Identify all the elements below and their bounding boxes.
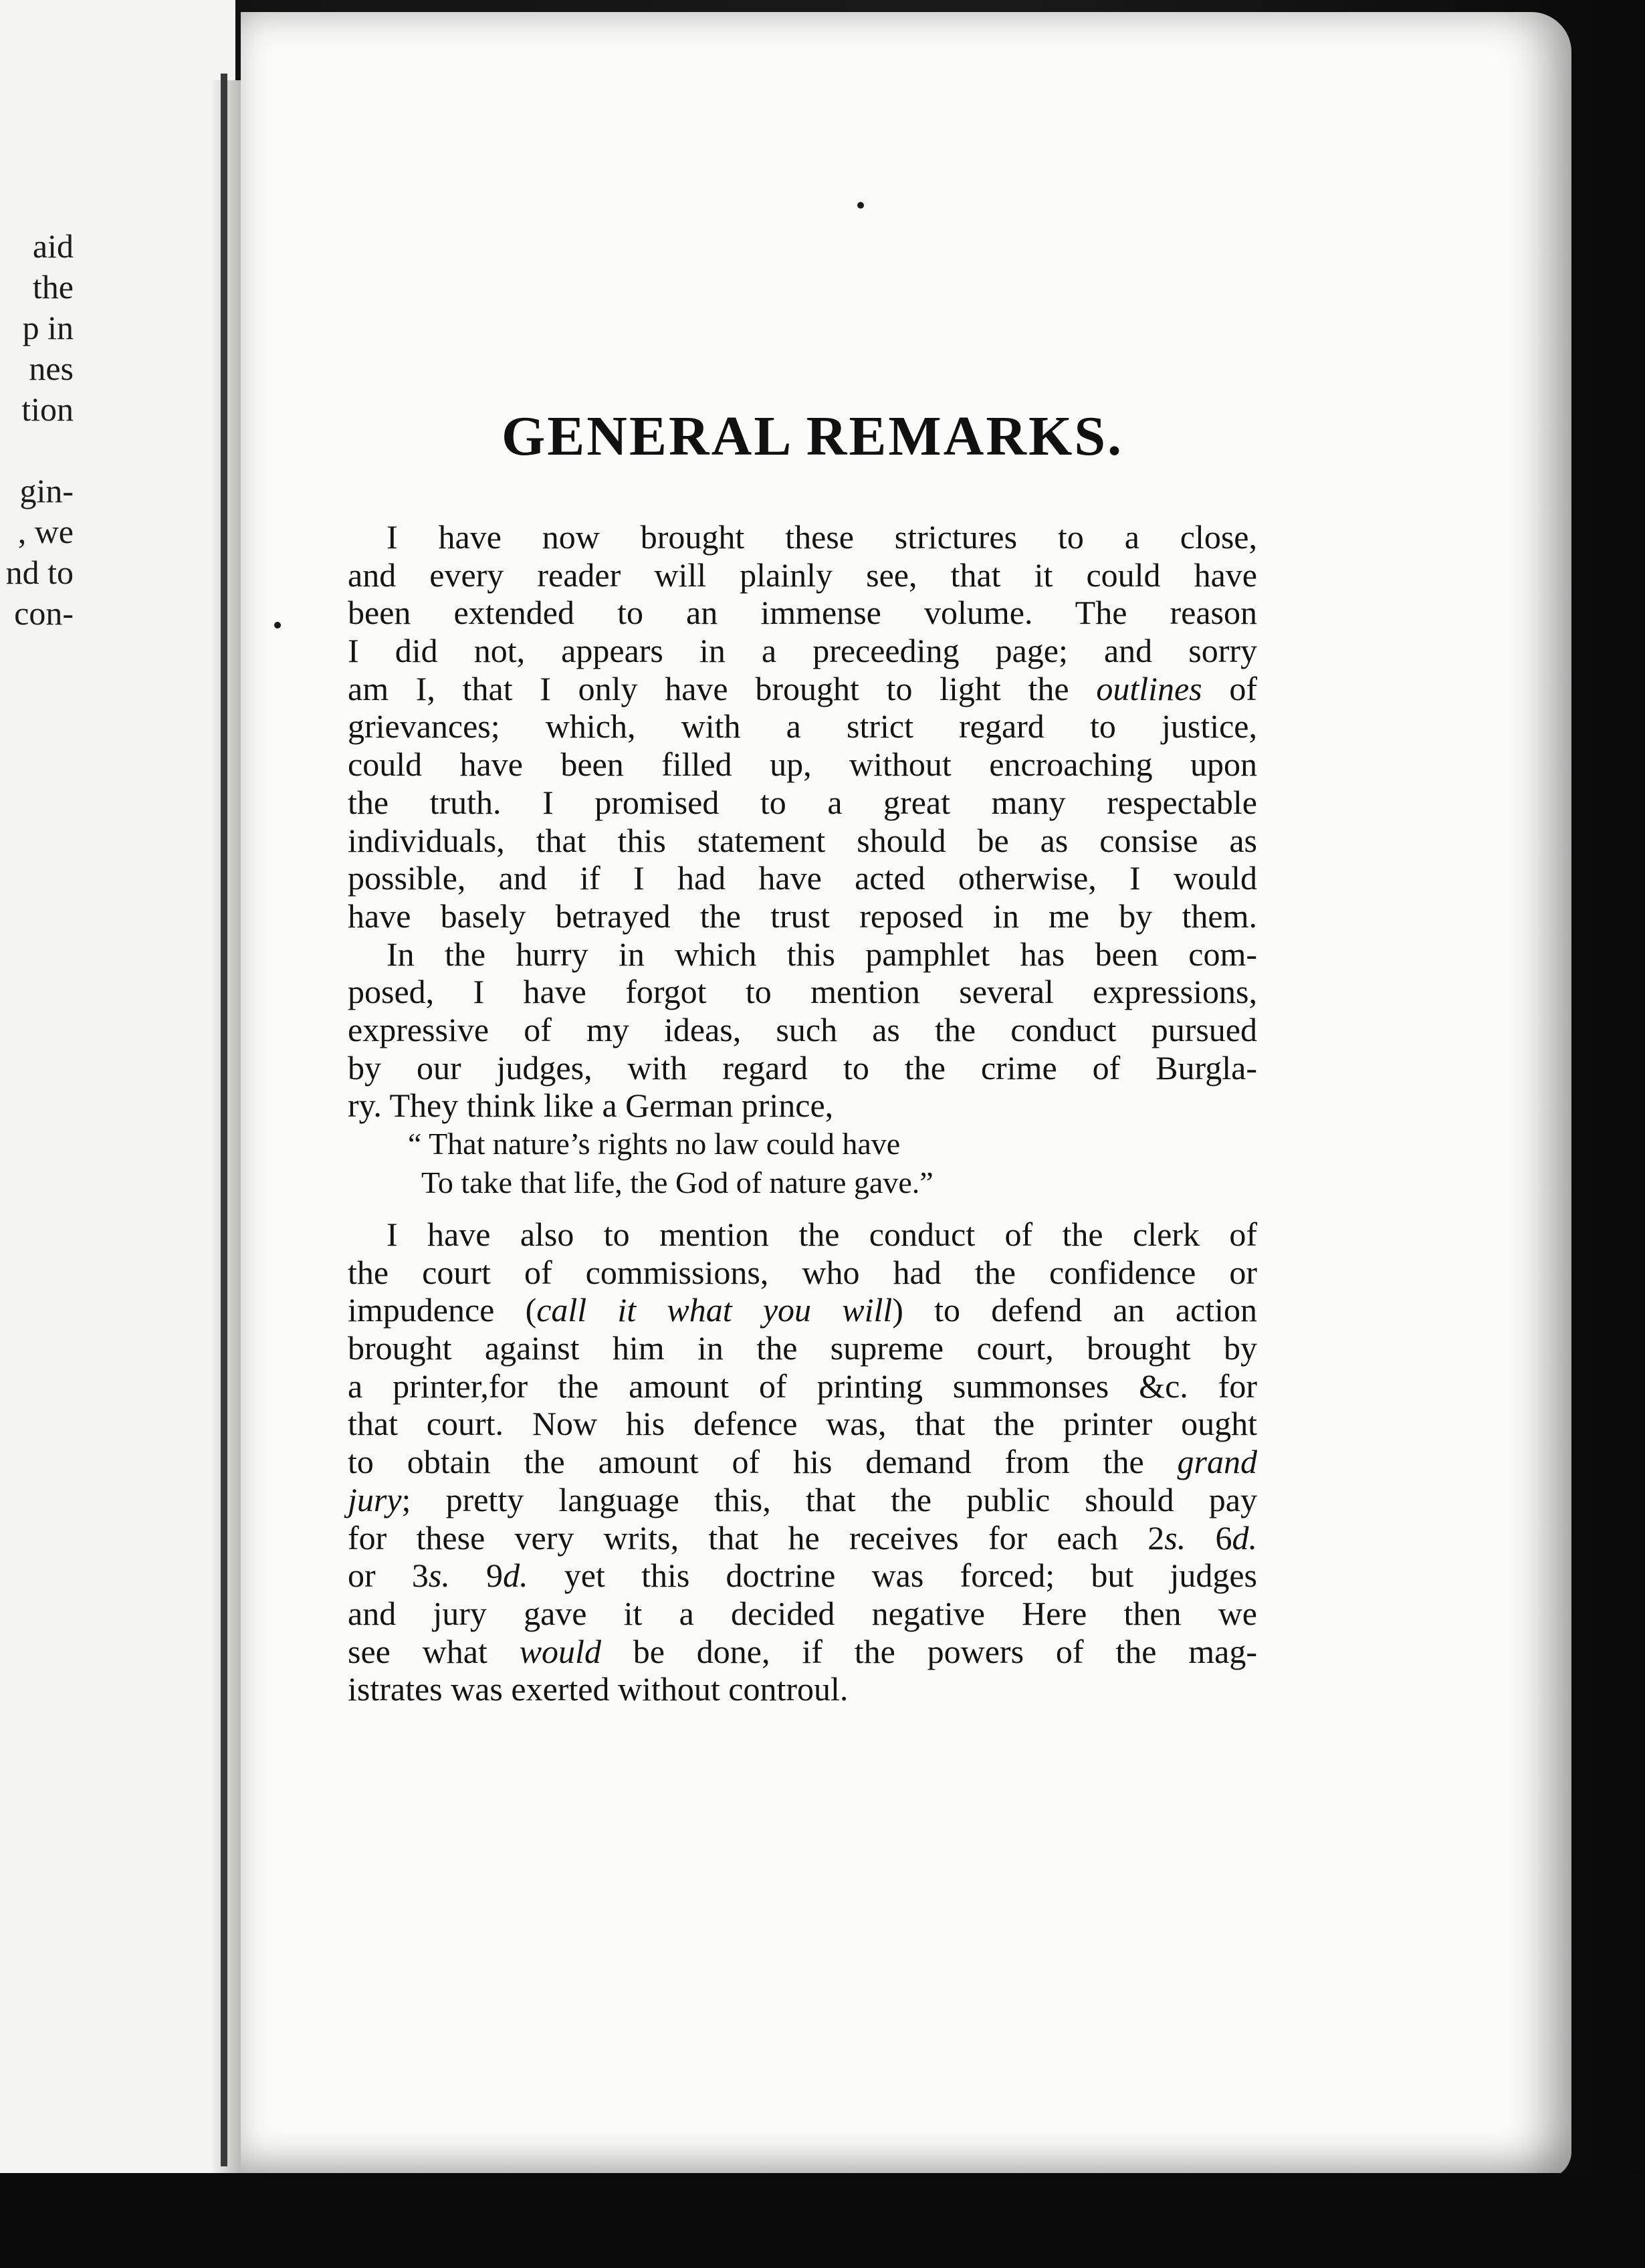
text-run: ) to defend an action [892,1291,1257,1329]
scan-bottom-edge [0,2173,1645,2268]
text-run: see what [348,1632,520,1670]
fragment-line [0,430,74,471]
text-run: yet this doctrine was forced; but judges [528,1557,1257,1595]
fragment-line: nes [29,350,74,387]
text-line [348,1443,1257,1481]
text-line [348,1291,1257,1329]
italic-run: s. [428,1557,450,1595]
text-line [348,1519,1257,1557]
italic-run: jury [348,1480,402,1518]
page-title: GENERAL REMARKS. [501,405,1124,468]
text-line [348,670,1257,708]
text-run: 6 [1186,1518,1232,1557]
text-run: ; pretty language this, that the public should pay [401,1480,1257,1518]
fragment-line: tion [21,390,74,428]
text-line: possible, and if I had have acted otherwise, I would [348,859,1257,897]
fragment-line: , we [17,513,74,550]
paragraph-2 [348,935,1257,1125]
verse-line: To take that life, the God of nature gave.” [421,1165,934,1200]
fragment-line: aid [32,227,74,265]
italic-run: would [519,1632,601,1670]
text-line: could have been filled up, without encroaching upon [348,746,1257,784]
fragment-line: the [32,268,74,306]
text-line: posed, I have forgot to mention several expressions, [348,973,1257,1011]
text-line: have basely betrayed the trust reposed in me by them. [348,897,1257,935]
text-line [348,1557,1257,1595]
text-run: for these very writs, that he receives for each 2 [348,1518,1165,1557]
verse-quote [348,1125,1257,1202]
text-run: of [1229,669,1257,707]
text-line: the truth. I promised to a great many respectable [348,783,1257,821]
fragment-line: gin- [19,472,74,509]
text-line: and every reader will plainly see, that it could have [348,556,1257,594]
paragraph-1 [348,518,1257,935]
fragment-line: p in [22,309,74,346]
text-line: In the hurry in which this pamphlet has been com- [387,935,1257,973]
text-run: or 3 [348,1557,429,1595]
fragment-line: con- [14,594,74,632]
text-line: individuals, that this statement should be as consise as [348,821,1257,859]
text-run: to obtain the amount of his demand from the [348,1443,1144,1481]
text-line: I have also to mention the conduct of the clerk of [387,1216,1257,1253]
text-line: brought against him in the supreme court, brought by [348,1329,1257,1367]
text-line: I did not, appears in a preceeding page; and sorry [348,632,1257,670]
text-line: by our judges, with regard to the crime of Burgla- [348,1048,1257,1087]
text-line: been extended to an immense volume. The reason [348,594,1257,632]
text-run: 9 [449,1557,504,1595]
italic-run: d. [503,1557,528,1595]
text-run: be done, if the powers of the mag- [600,1632,1257,1670]
text-line: the court of commissions, who had the confidence or [348,1253,1257,1291]
verse-line: “ That nature’s rights no law could have [408,1127,901,1161]
text-line [348,1481,1257,1519]
text-run: impudence ( [348,1291,537,1329]
text-line: I have now brought these strictures to a close, [387,518,1257,556]
text-line: and jury gave it a decided negative Here then we [348,1594,1257,1632]
page-speck [857,202,864,209]
text-line: a printer,for the amount of printing summonses &c. for [348,1367,1257,1405]
gutter-fold-line [221,74,227,2166]
fragment-line: nd to [5,554,74,591]
italic-run: grand [1177,1443,1258,1481]
text-line: ry. They think like a German prince, [348,1087,834,1125]
text-line: that court. Now his defence was, that the printer ought [348,1405,1257,1443]
text-line: expressive of my ideas, such as the conduct pursued [348,1010,1257,1048]
italic-run: d. [1232,1518,1257,1557]
text-run: am I, that I only have brought to light the [348,669,1069,707]
previous-page-line-endings [0,226,74,634]
italic-run: outlines [1096,669,1202,707]
previous-page-fragment [0,0,235,2173]
page-speck [274,622,281,629]
text-line: istrates was exerted without controul. [348,1670,849,1708]
italic-run: call it what you will [536,1291,893,1329]
text-line: grievances; which, with a strict regard to justice, [348,707,1257,746]
paragraph-3 [348,1216,1257,1708]
body-text [348,518,1257,1708]
text-line [348,1633,1257,1671]
italic-run: s. [1164,1518,1186,1557]
